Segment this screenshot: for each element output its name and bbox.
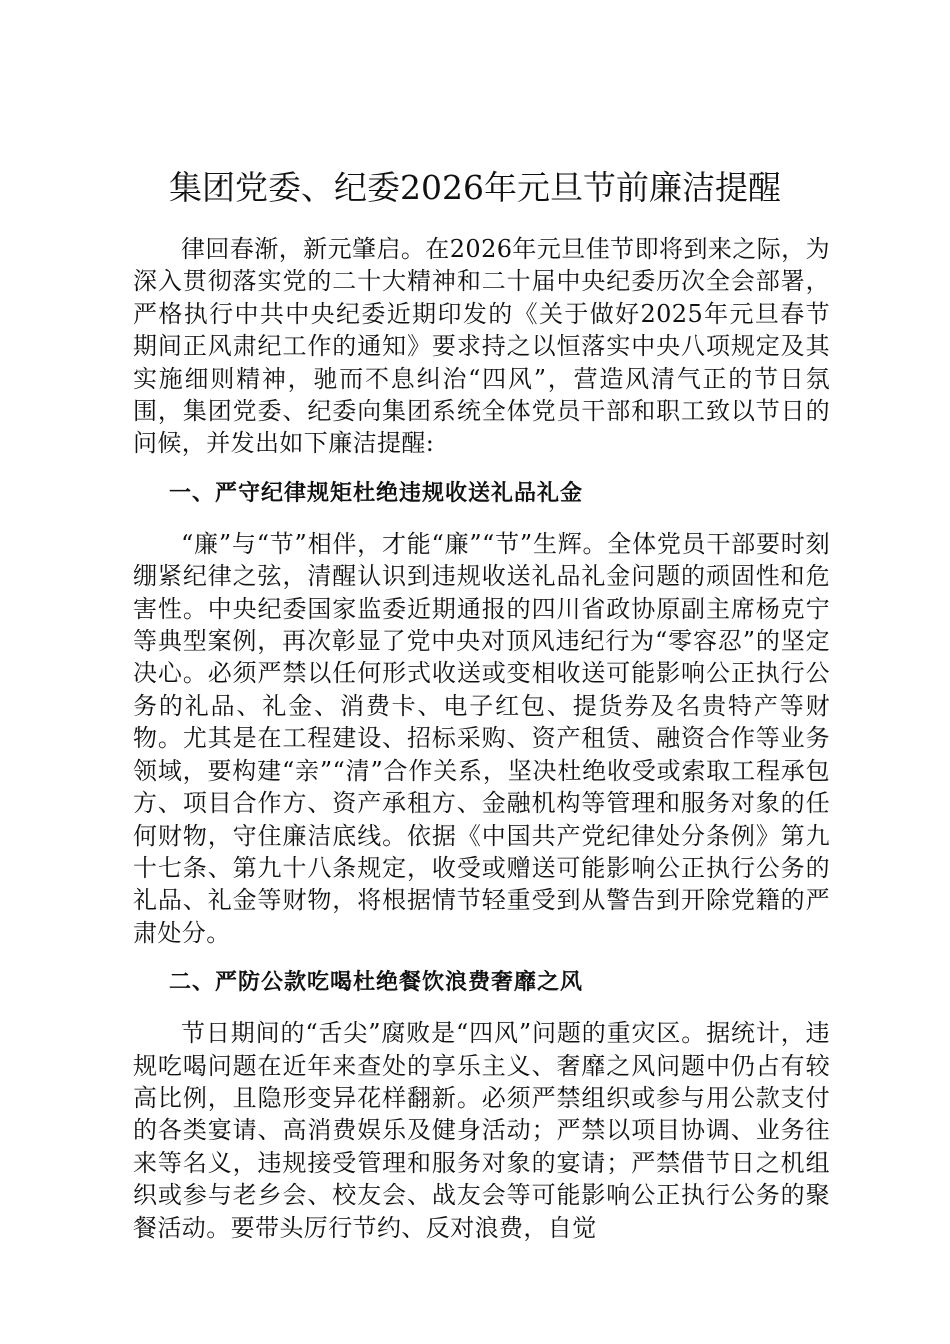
section-heading-1: 一、严守纪律规矩杜绝违规收送礼品礼金: [169, 480, 584, 506]
document-body: [133, 233, 830, 1244]
section-body-1: “廉”与“节”相伴，才能“廉”“节”生辉。全体党员干部要时刻绷紧纪律之弦，清醒认识到违规收送礼品礼金问题的顽固性和危害性。中央纪委国家监委近期通报的四川省政协原副主席杨克宁等典型案例，再次彰显了党中央对顶风违纪行为“零容忍”的坚定决心。必须严禁以任何形式收送或变相收送可能影响公正执行公务的礼品、礼金、消费卡、电子红包、提货券及名贵特产等财物。尤其是在工程建设、招标采购、资产租赁、融资合作等业务领域，要构建“亲”“清”合作关系，坚决杜绝收受或索取工程承包方、项目合作方、资产承租方、金融机构等管理和服务对象的任何财物，守住廉洁底线。依据《中国共产党纪律处分条例》第九十七条、第九十八条规定，收受或赠送可能影响公正执行公务的礼品、礼金等财物，将根据情节轻重受到从警告到开除党籍的严肃处分。: [133, 529, 830, 947]
document-title: 集团党委、纪委2026年元旦节前廉洁提醒: [169, 168, 781, 207]
intro-paragraph: 律回春渐，新元肇启。在2026年元旦佳节即将到来之际，为深入贯彻落实党的二十大精神和二十届中央纪委历次全会部署，严格执行中共中央纪委近期印发的《关于做好2025年元旦春节期间正风肃纪工作的通知》要求持之以恒落实中央八项规定及其实施细则精神，驰而不息纠治“四风”，营造风清气正的节日氛围，集团党委、纪委向集团系统全体党员干部和职工致以节日的问候，并发出如下廉洁提醒:: [133, 235, 830, 458]
section-heading-2: 二、严防公款吃喝杜绝餐饮浪费奢靡之风: [169, 970, 584, 996]
section-body-2: 节日期间的“舌尖”腐败是“四风”问题的重灾区。据统计，违规吃喝问题在近年来查处的享乐主义、奢靡之风问题中仍占有较高比例，且隐形变异花样翻新。必须严禁组织或参与用公款支付的各类宴请、高消费娱乐及健身活动；严禁以项目协调、业务往来等名义，违规接受管理和服务对象的宴请；严禁借节日之机组织或参与老乡会、校友会、战友会等可能影响公正执行公务的聚餐活动。要带头厉行节约、反对浪费，自觉: [133, 1019, 830, 1242]
